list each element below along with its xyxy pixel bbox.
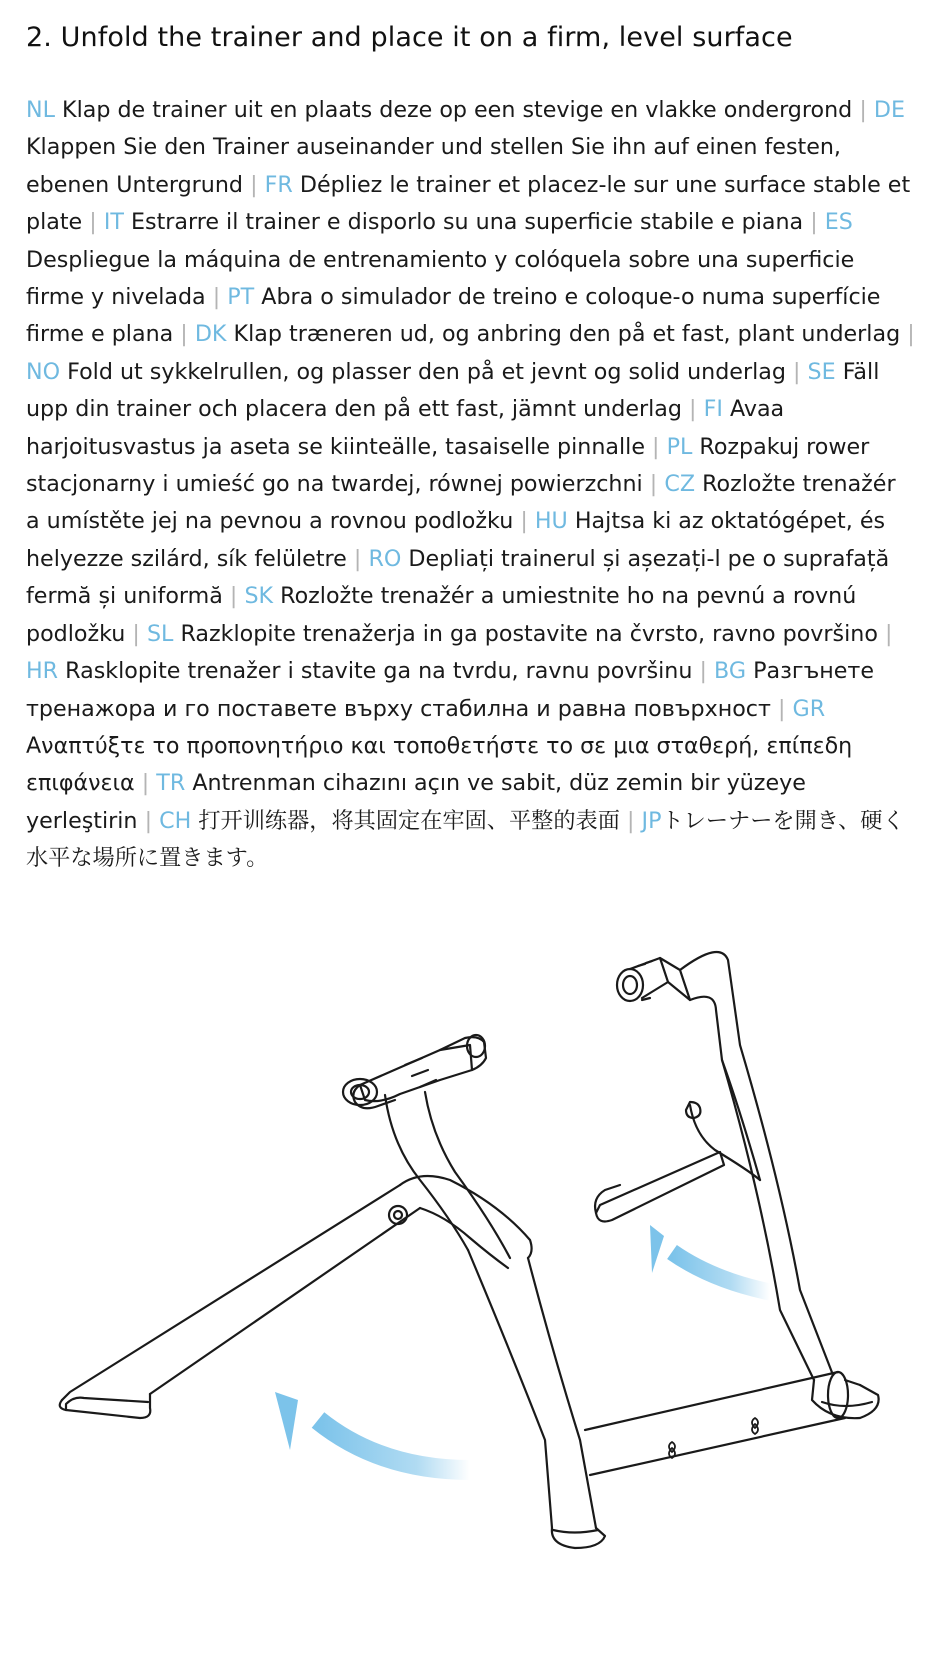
separator: | bbox=[810, 209, 818, 236]
language-code: DE bbox=[873, 97, 905, 123]
language-code: GR bbox=[792, 695, 826, 722]
translation-entry bbox=[147, 621, 878, 647]
translation-text: Klap træneren ud, og anbring den på et fast, plant underlag bbox=[233, 321, 901, 348]
rear-upright bbox=[595, 952, 879, 1418]
language-code: FI bbox=[703, 396, 723, 423]
translation-entry bbox=[26, 359, 786, 385]
separator: | bbox=[649, 471, 658, 498]
language-code: JP bbox=[641, 807, 662, 834]
translation-text: Despliegue la máquina de entrenamiento y colóquela sobre una superficie firme y nivelada bbox=[26, 246, 855, 311]
translation-entry bbox=[195, 321, 900, 347]
translation-text: Разгънете тренажора и го поставете върху стабилна и равна повърхност bbox=[26, 658, 874, 722]
left-leg bbox=[60, 1185, 420, 1418]
language-code: HR bbox=[26, 658, 59, 685]
language-code: ES bbox=[824, 209, 853, 236]
translation-text: Klappen Sie den Trainer auseinander und stellen Sie ihn auf einen festen, ebenen Untergrund bbox=[26, 134, 841, 198]
translation-entry bbox=[104, 209, 803, 235]
translation-entry bbox=[26, 658, 692, 684]
translation-text: Rozložte trenažér a umístěte jej na pevnou a rovnou podložku bbox=[26, 471, 896, 535]
language-code: HU bbox=[534, 508, 568, 535]
separator: | bbox=[777, 695, 786, 722]
separator: | bbox=[212, 284, 221, 311]
translation-text: トレーナーを開き、硬く水平な場所に置きます。 bbox=[26, 807, 905, 872]
language-code: IT bbox=[103, 209, 124, 236]
crossbar bbox=[585, 1372, 848, 1475]
separator: | bbox=[699, 658, 707, 685]
language-code: SL bbox=[146, 620, 174, 647]
separator: | bbox=[353, 545, 362, 572]
separator: | bbox=[180, 321, 188, 348]
translation-text: Razklopite trenažerja in ga postavite na čvrsto, ravno površino bbox=[180, 620, 878, 647]
language-code: PL bbox=[666, 433, 693, 460]
translation-text: Klap de trainer uit en plaats deze op een stevige en vlakke ondergrond bbox=[62, 97, 853, 123]
translation-text: Dépliez le trainer et placez-le sur une surface stable et plate bbox=[26, 171, 911, 236]
language-code: NL bbox=[26, 97, 55, 123]
translation-entry bbox=[26, 97, 852, 123]
separator: | bbox=[229, 583, 238, 610]
translation-text: Fäll upp din trainer och placera den på ett fast, jämnt underlag bbox=[26, 358, 880, 423]
language-code: NO bbox=[26, 358, 61, 385]
language-code: BG bbox=[714, 658, 747, 685]
separator: | bbox=[884, 620, 893, 647]
translation-text: Rasklopite trenažer i stavite ga na tvrdu, ravnu površinu bbox=[65, 658, 693, 685]
translation-text: Antrenman cihazını açın ve sabit, düz zemin bir yüzeye yerleştirin bbox=[26, 770, 806, 834]
language-code: FR bbox=[264, 171, 293, 198]
language-code: CZ bbox=[664, 471, 696, 498]
translation-text: Rozpakuj rower stacjonarny i umieść go na twardej, równej powierzchni bbox=[26, 433, 870, 498]
language-code: TR bbox=[156, 770, 186, 797]
front-upright bbox=[343, 1035, 532, 1268]
trainer-illustration bbox=[0, 880, 950, 1654]
separator: | bbox=[859, 97, 867, 123]
translation-text: Hajtsa ki az oktatógépet, és helyezze szilárd, sík felületre bbox=[26, 508, 886, 572]
separator: | bbox=[132, 620, 140, 647]
separator: | bbox=[792, 358, 801, 385]
unfold-arrow-right bbox=[650, 1225, 770, 1292]
separator: | bbox=[141, 770, 150, 797]
trainer-line-drawing bbox=[0, 880, 950, 1654]
translation-text: Abra o simulador de treino e coloque-o numa superfície firme e plana bbox=[26, 284, 881, 348]
translation-text: 打开训练器，将其固定在牢固、平整的表面 bbox=[198, 807, 620, 834]
language-code: SK bbox=[244, 583, 274, 610]
separator: | bbox=[689, 396, 697, 423]
separator: | bbox=[250, 171, 258, 198]
translation-text: Fold ut sykkelrullen, og plasser den på et jevnt og solid underlag bbox=[67, 358, 786, 385]
unfold-arrow-left bbox=[275, 1392, 470, 1470]
separator: | bbox=[907, 321, 915, 348]
translation-entry bbox=[159, 808, 620, 834]
language-code: PT bbox=[227, 284, 255, 311]
translations-paragraph bbox=[26, 92, 916, 878]
separator: | bbox=[652, 433, 660, 460]
separator: | bbox=[89, 209, 97, 236]
language-code: DK bbox=[194, 321, 227, 348]
language-code: SE bbox=[807, 358, 836, 385]
translation-text: Rozložte trenažér a umiestnite ho na pevnú a rovnú podložku bbox=[26, 583, 857, 647]
translation-text: Avaa harjoitusvastus ja aseta se kiinteälle, tasaiselle pinnalle bbox=[26, 396, 785, 460]
language-code: CH bbox=[159, 807, 192, 834]
front-lower-leg bbox=[468, 1250, 605, 1548]
separator: | bbox=[144, 807, 153, 834]
translation-text: Depliați trainerul și așezați-l pe o suprafață fermă și uniformă bbox=[26, 545, 890, 610]
step-heading: 2. Unfold the trainer and place it on a firm, level surface bbox=[26, 22, 793, 53]
separator: | bbox=[626, 807, 635, 834]
translation-text: Αναπτύξτε το προπονητήριο και τοποθετήστε το σε μια σταθερή, επίπεδη επιφάνεια bbox=[26, 732, 853, 797]
translation-text: Estrarre il trainer e disporlo su una superficie stabile e piana bbox=[130, 209, 804, 236]
separator: | bbox=[520, 508, 528, 535]
language-code: RO bbox=[368, 545, 402, 572]
